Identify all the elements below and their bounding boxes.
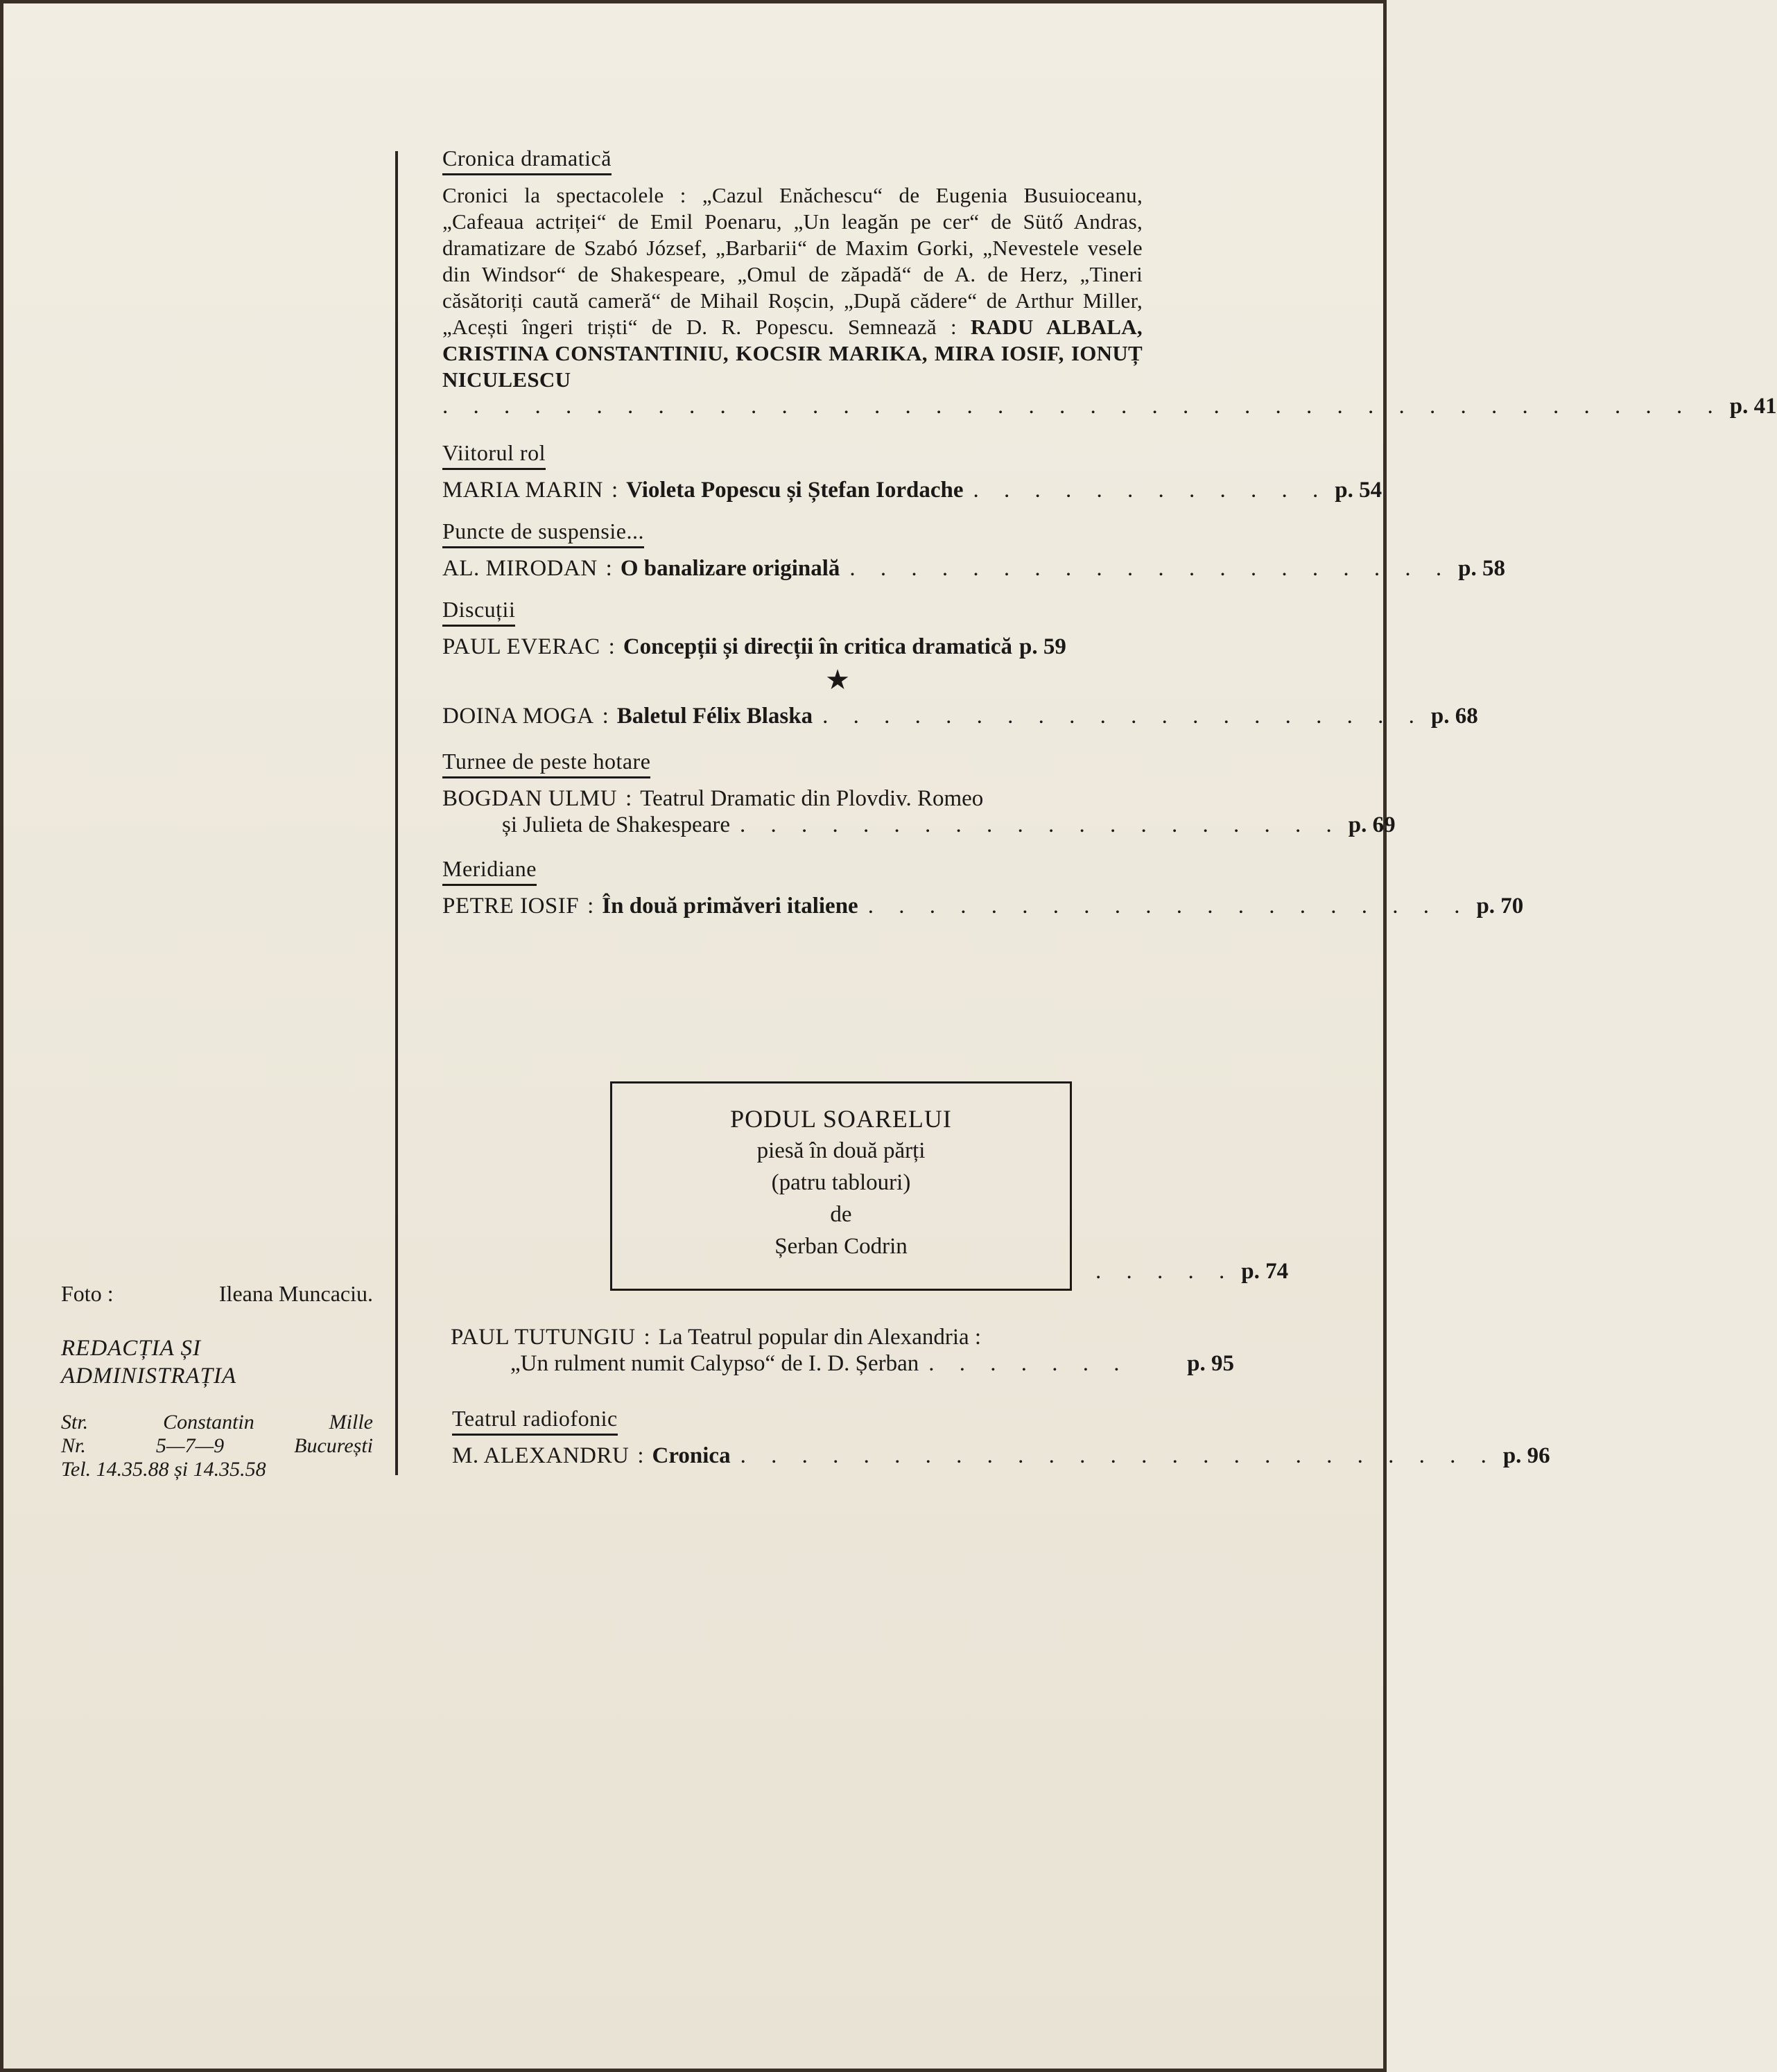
page-ref: p. 96	[1502, 1443, 1550, 1468]
page-ref: p. 54	[1335, 478, 1382, 503]
entry-author: MARIA MARIN	[442, 478, 603, 503]
section-meridiane	[442, 856, 1524, 919]
page-ref: p. 95	[1187, 1351, 1234, 1376]
toc-entry[interactable]: PAUL EVERAC : Concepții și direcții în critica dramatică p. 59	[442, 634, 1066, 659]
address: Str. Constantin Mille Nr. 5—7—9 București Tel. 14.35.88 și 14.35.58	[61, 1411, 373, 1481]
section-turnee	[442, 749, 1396, 838]
entry-title: Baletul Félix Blaska	[616, 704, 813, 729]
page-ref: p. 70	[1476, 894, 1524, 919]
signers-label: Semnează :	[847, 315, 957, 339]
photo-name: Ileana Muncaciu.	[218, 1281, 373, 1306]
signers: RADU ALBALA, CRISTINA CONSTANTINIU, KOCSIR MARIKA, MIRA IOSIF, IONUȚ NICULESCU	[442, 315, 1143, 392]
entry-title: În două primăveri italiene	[602, 894, 858, 919]
play-tableaux: (patru tablouri)	[771, 1170, 911, 1195]
photo-credit	[61, 1281, 373, 1307]
play-by: de	[830, 1202, 852, 1227]
toc-entry[interactable]: MARIA MARIN : Violeta Popescu și Ștefan Iordache . . . . . . . . . . . . p. 54	[442, 478, 1382, 503]
entry-author: PAUL TUTUNGIU	[451, 1325, 636, 1350]
vertical-divider	[395, 151, 398, 1475]
section-heading: Teatrul radiofonic	[452, 1406, 618, 1436]
cronica-description: Cronici la spectacolele : „Cazul Enăchescu“ de Eugenia Busuioceanu, „Cafeaua actriței“ de Emil Poenaru, „Un leagăn pe cer“ de Sütő Andras, dramatizare de Szabó József, „Barbarii“ de Maxim Gorki, „Nevestele vesele din Windsor“ de Shakespeare, „Omul de zăpadă“ de A. de Herz, „Tineri căsătoriți caută cameră“ de Mihail Roșcin, „După cădere“ de Arthur Miller, „Acești îngeri triști“ de D. R. Popescu.	[442, 183, 1143, 339]
page-ref: p. 74	[1241, 1259, 1289, 1284]
toc-entry[interactable]: BOGDAN ULMU : Teatrul Dramatic din Plovdiv. Romeo	[442, 786, 984, 811]
section-heading: Puncte de suspensie...	[442, 519, 644, 548]
toc-entry[interactable]: M. ALEXANDRU : Cronica . . . . . . . . . . . . . . . . . . . . . . . . . p. 96	[452, 1443, 1550, 1468]
cronica-page-row: . . . . . . . . . . . . . . . . . . . . . . . . . . . . . . . . . . . . . . . . . . p. 41	[442, 394, 1777, 419]
page-ref: p. 68	[1430, 704, 1478, 729]
toc-entry[interactable]: DOINA MOGA : Baletul Félix Blaska . . . . . . . . . . . . . . . . . . . . p. 68	[442, 704, 1478, 729]
entry-author: PAUL EVERAC	[442, 634, 600, 659]
section-cronica	[442, 146, 1777, 419]
play-author: Șerban Codrin	[774, 1234, 908, 1259]
entry-title: și Julieta de Shakespeare	[502, 812, 730, 837]
left-column	[61, 1281, 373, 1481]
section-puncte	[442, 519, 1506, 582]
editorial-office: REDACȚIA ȘI ADMINISTRAȚIA	[61, 1336, 237, 1388]
section-viitorul	[442, 440, 1382, 503]
page-ref: p. 58	[1458, 556, 1506, 581]
play-page-row: . . . . . p. 74	[1095, 1259, 1289, 1284]
section-heading: Cronica dramatică	[442, 146, 612, 175]
entry-author: AL. MIRODAN	[442, 556, 598, 581]
entry-author: PETRE IOSIF	[442, 894, 580, 919]
entry-author: DOINA MOGA	[442, 704, 594, 729]
entry-author: M. ALEXANDRU	[452, 1443, 630, 1468]
section-tutungiu	[451, 1324, 1234, 1377]
play-subtitle: piesă în două părți	[756, 1138, 926, 1163]
entry-title: La Teatrul popular din Alexandria :	[658, 1325, 982, 1350]
entry-title: Cronica	[652, 1443, 731, 1468]
entry-title: Concepții și direcții în critica dramatică	[623, 634, 1013, 659]
section-heading: Turnee de peste hotare	[442, 749, 650, 778]
telephone: Tel. 14.35.88 și 14.35.58	[61, 1458, 266, 1481]
section-heading: Viitorul rol	[442, 440, 546, 470]
section-heading: Meridiane	[442, 856, 537, 886]
entry-author: BOGDAN ULMU	[442, 786, 618, 811]
entry-title: Violeta Popescu și Ștefan Iordache	[626, 478, 964, 503]
toc-entry[interactable]: PETRE IOSIF : În două primăveri italiene . . . . . . . . . . . . . . . . . . . . p. 70	[442, 894, 1524, 919]
toc-entry[interactable]: AL. MIRODAN : O banalizare originală . . . . . . . . . . . . . . . . . . . . p. 58	[442, 556, 1506, 581]
cronica-text	[442, 182, 1143, 393]
section-radiofonic	[452, 1406, 1550, 1469]
play-title: PODUL SOARELUI	[730, 1105, 952, 1133]
toc-entry-continued[interactable]: „Un rulment numit Calypso“ de I. D. Șerban . . . . . . . p. 95	[510, 1351, 1234, 1376]
toc-entry-continued[interactable]: și Julieta de Shakespeare . . . . . . . . . . . . . . . . . . . . p. 69	[502, 812, 1396, 837]
section-discutii	[442, 597, 1233, 660]
page-ref: p. 41	[1729, 394, 1777, 419]
photo-label: Foto :	[61, 1281, 114, 1306]
entry-title: O banalizare originală	[620, 556, 840, 581]
entry-title: Teatrul Dramatic din Plovdiv. Romeo	[640, 786, 984, 811]
table-of-contents	[442, 139, 1777, 919]
entry-title: „Un rulment numit Calypso“ de I. D. Șerban	[510, 1351, 919, 1376]
toc-entry[interactable]: PAUL TUTUNGIU : La Teatrul popular din Alexandria :	[451, 1325, 982, 1350]
section-heading: Discuții	[442, 597, 515, 627]
page-ref: p. 59	[1019, 634, 1066, 659]
page-ref: p. 69	[1348, 812, 1396, 837]
play-box[interactable]	[610, 1081, 1072, 1291]
star-icon: ★	[825, 664, 850, 696]
